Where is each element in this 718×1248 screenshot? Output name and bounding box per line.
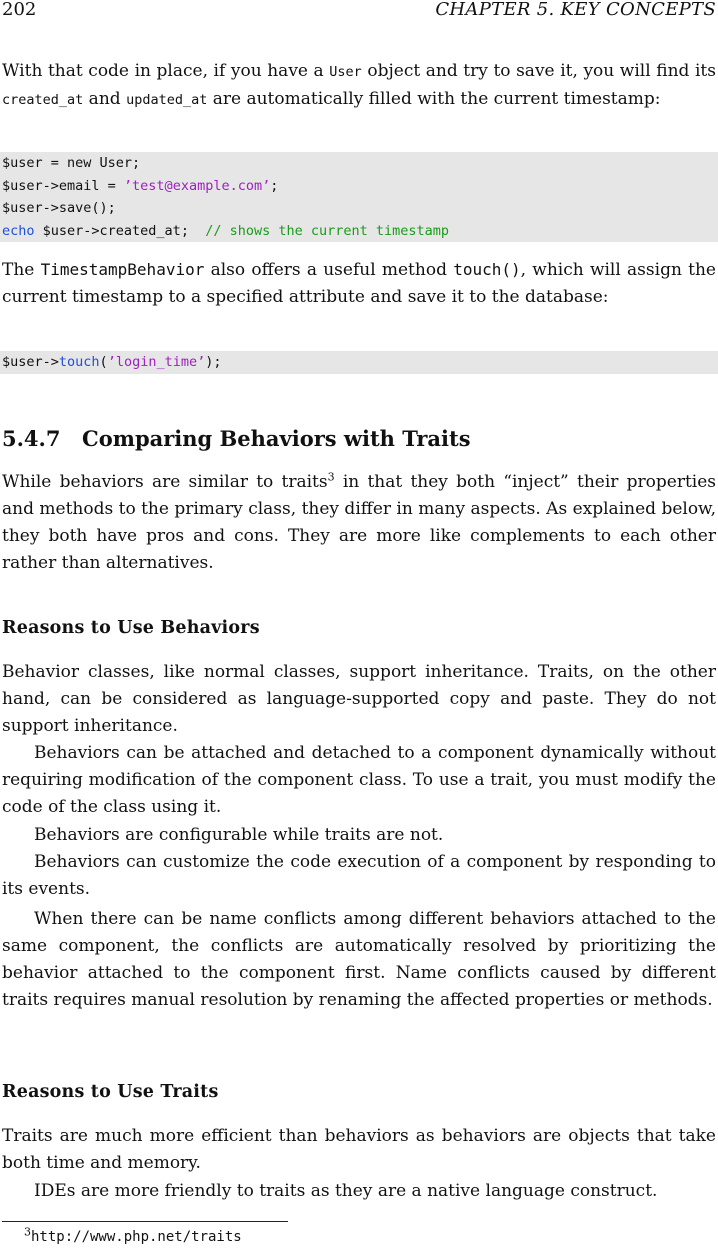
code-text: ; (270, 177, 279, 194)
section-heading (2, 424, 471, 454)
code-line (0, 351, 718, 374)
footnote-marker: 3 (327, 470, 335, 484)
intro-text-1: With that code in place, if you have a (2, 61, 330, 81)
intro-text-3: and (83, 89, 127, 109)
behaviors-paragraph-2: Behaviors can be attached and detached to a component dynamically without requiring modification of the component class. To use a trait, you must modify the code of the class using it. (2, 743, 716, 817)
code-line (0, 220, 718, 243)
code-string: ’login_time’ (107, 354, 206, 370)
code-text: $user = new User; (2, 155, 141, 171)
traits-paragraph-2: IDEs are more friendly to traits as they are a native language construct. (34, 1181, 658, 1201)
touch-text-2: also offers a useful method (204, 260, 454, 280)
touch-text-3: , which will assign the current timestamp to a specified attribute and save it to the database: (2, 260, 716, 307)
code-keyword: echo (2, 222, 35, 239)
code-text: $user-> (2, 354, 59, 370)
inline-code-touch: touch() (453, 260, 521, 279)
intro-text-2: object and try to save it, you will find its (361, 61, 716, 81)
code-line (0, 152, 718, 175)
footnote-rule (2, 1221, 288, 1222)
footnote (24, 1226, 242, 1248)
code-line (0, 175, 718, 198)
intro-text-4: are automatically filled with the current timestamp: (207, 89, 661, 109)
page-number: 202 (2, 0, 37, 20)
behaviors-paragraph-3: Behaviors are configurable while traits are not. (34, 825, 444, 845)
section-intro-paragraph (2, 469, 716, 577)
code-text: ( (99, 354, 108, 370)
behaviors-paragraph-5: When there can be name conflicts among different behaviors attached to the same component, the conflicts are automatically resolved by prioritizing the behavior attached to the component first. Name conflicts caused by different traits requires manual resolution by renaming the affected properties or methods. (2, 909, 716, 1010)
behaviors-paragraph-4: Behaviors can customize the code execution of a component by responding to its events. (2, 852, 716, 899)
code-block-touch-example (0, 351, 718, 374)
footnote-link[interactable]: http://www.php.net/traits (31, 1229, 242, 1245)
inline-code-created-at: created_at (2, 92, 84, 108)
code-text: $user->created_at; (34, 222, 206, 239)
code-string: ’test@example.com’ (123, 177, 271, 194)
inline-code-updated-at: updated_at (126, 92, 208, 108)
section-number: 5.4.7 (2, 426, 61, 451)
touch-text-1: The (2, 260, 41, 280)
code-text: $user->save(); (2, 200, 116, 216)
section-intro-text-1: While behaviors are similar to traits (2, 472, 328, 492)
code-keyword: touch (58, 354, 100, 370)
section-title: Comparing Behaviors with Traits (82, 426, 471, 451)
chapter-title: CHAPTER 5. KEY CONCEPTS (435, 0, 716, 20)
code-text: ); (205, 354, 222, 370)
code-comment: // shows the current timestamp (205, 222, 450, 239)
traits-heading: Reasons to Use Traits (2, 1082, 219, 1102)
code-block-save-example (0, 152, 718, 242)
intro-paragraph (2, 58, 716, 114)
section-intro-text-2: in that they both “inject” their properties and methods to the primary class, they differ in many aspects. As explained below, they both have pros and cons. They are more like complements to each other rather than alternatives. (2, 472, 716, 573)
traits-paragraph-1: Traits are much more efficient than behaviors as behaviors are objects that take both time and memory. (2, 1126, 716, 1173)
touch-paragraph (2, 256, 716, 311)
behaviors-heading: Reasons to Use Behaviors (2, 618, 260, 638)
inline-code-timestamp-behavior: TimestampBehavior (40, 260, 205, 279)
code-text: $user->email = (2, 177, 124, 194)
code-line (0, 197, 718, 220)
running-header (2, 0, 716, 22)
behaviors-paragraph-1: Behavior classes, like normal classes, support inheritance. Traits, on the other hand, can be considered as language-supported copy and paste. They do not support inheritance. (2, 662, 716, 736)
inline-code-user: User (329, 64, 362, 80)
footnote-number: 3 (24, 1225, 31, 1239)
